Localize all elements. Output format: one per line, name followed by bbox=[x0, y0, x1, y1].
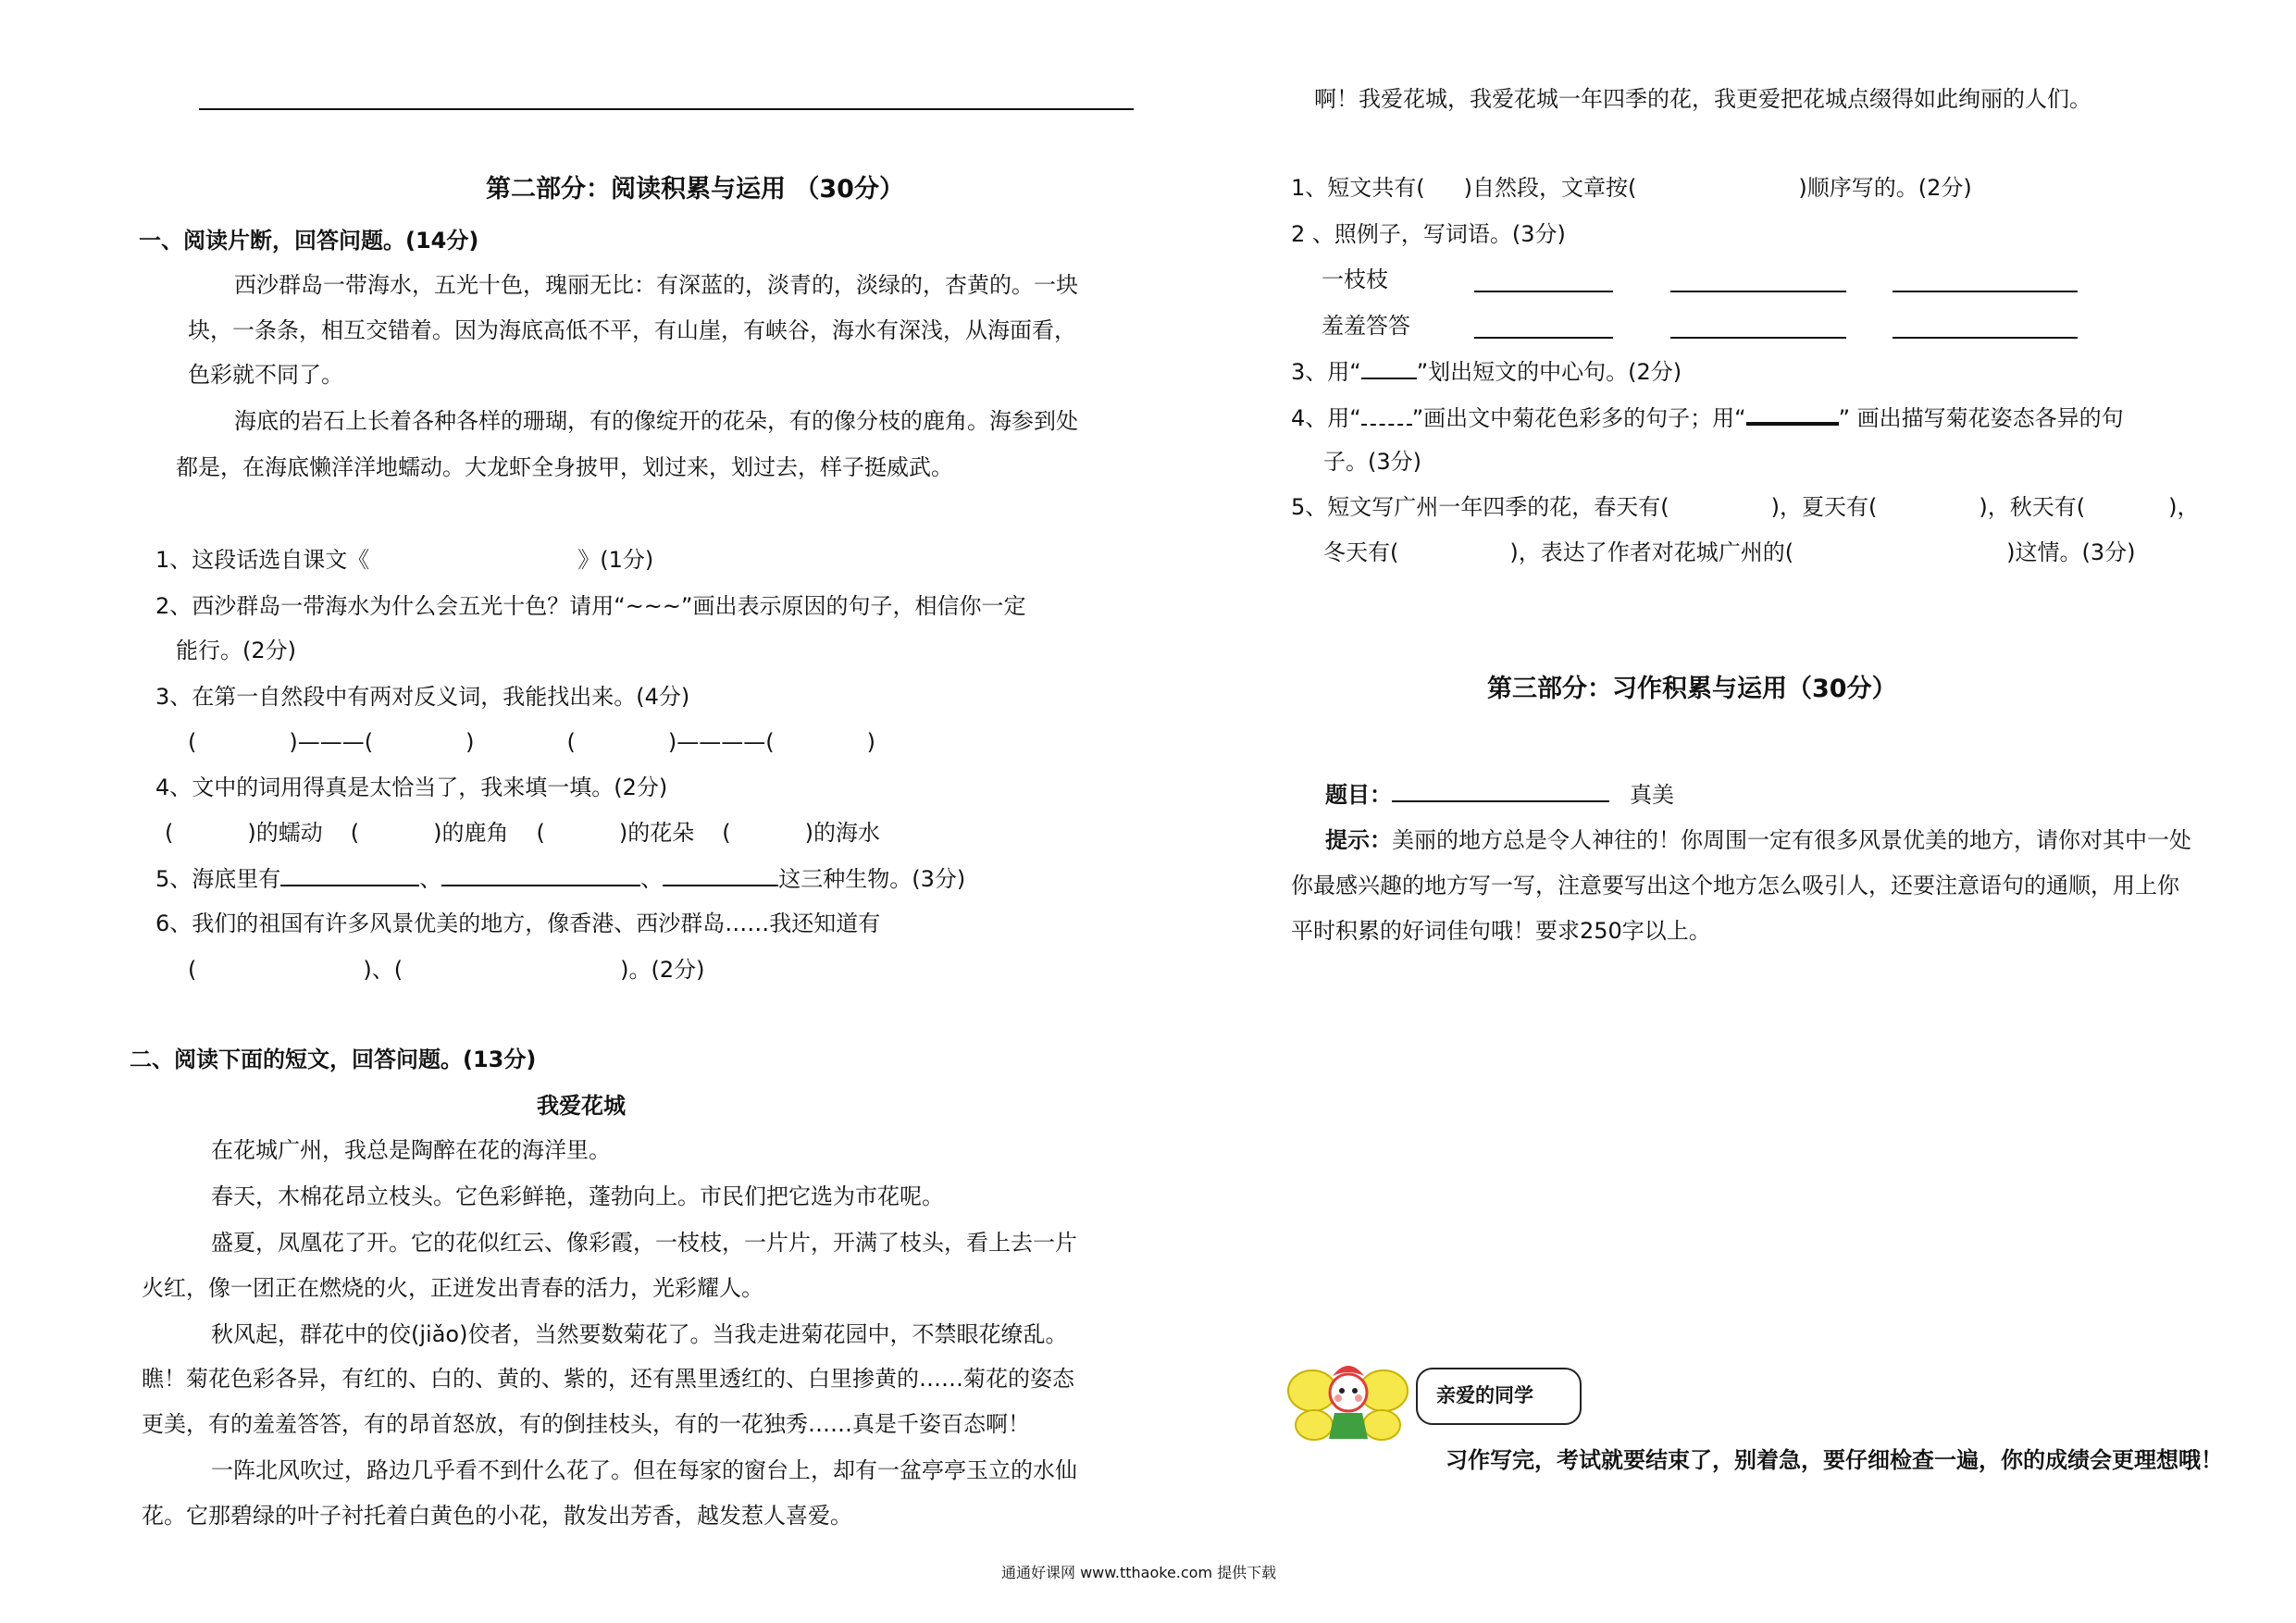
text: 3、用“ bbox=[1291, 359, 1361, 385]
paren: )、( bbox=[363, 957, 403, 983]
text: )这情。(3分) bbox=[2006, 539, 2136, 565]
question-3-answer-blanks[interactable] bbox=[188, 728, 875, 756]
answer-blank[interactable] bbox=[663, 864, 778, 886]
answer-blank[interactable] bbox=[1893, 337, 2078, 339]
paren: ( bbox=[188, 729, 197, 755]
text: 1、短文共有( bbox=[1291, 175, 1425, 201]
footer-credit: 通通好课网 www.tthaoke.com 提供下载 bbox=[1001, 1564, 1277, 1581]
r-question-4 bbox=[1291, 402, 2124, 432]
passage1-line: 西沙群岛一带海水，五光十色，瑰丽无比：有深蓝的，淡青的，淡绿的，杏黄的。一块 bbox=[234, 272, 1078, 298]
text: )，秋天有( bbox=[1979, 494, 2086, 520]
hint-line: 平时积累的好词佳句哦！要求250字以上。 bbox=[1291, 918, 1711, 944]
r-question-5-cont bbox=[1323, 539, 2135, 566]
word: )的鹿角 bbox=[433, 820, 509, 846]
text: 4、用“ bbox=[1291, 405, 1361, 431]
underline-sample bbox=[1361, 357, 1417, 379]
paren: ( bbox=[722, 820, 731, 846]
part2-title: 第二部分：阅读积累与运用 （30分） bbox=[486, 175, 904, 204]
story-line: 火红，像一团正在燃烧的火，正迸发出青春的活力，光彩耀人。 bbox=[142, 1275, 763, 1301]
closing-note: 习作写完，考试就要结束了，别着急，要仔细检查一遍，你的成绩会更理想哦！ bbox=[1446, 1447, 2223, 1473]
answer-blank[interactable] bbox=[1474, 337, 1613, 339]
text: 5、短文写广州一年四季的花，春天有( bbox=[1291, 494, 1669, 520]
paren: )———( bbox=[289, 729, 374, 755]
part3-title: 第三部分：习作积累与运用（30分） bbox=[1487, 675, 1897, 703]
text: 冬天有( bbox=[1323, 539, 1399, 565]
text: )顺序写的。(2分) bbox=[1798, 175, 1972, 201]
story-line: 春天，木棉花昂立枝头。它色彩鲜艳，蓬勃向上。市民们把它选为市花呢。 bbox=[211, 1183, 944, 1209]
section2-title: 二、阅读下面的短文，回答问题。(13分) bbox=[130, 1047, 537, 1072]
text: ”画出文中菊花色彩多的句子；用“ bbox=[1411, 405, 1746, 431]
word: )的花朵 bbox=[618, 820, 695, 846]
hint-text: 美丽的地方总是令人神往的！你周围一定有很多风景优美的地方，请你对其中一处 bbox=[1392, 827, 2191, 853]
word: )的海水 bbox=[804, 820, 880, 846]
question-1 bbox=[155, 546, 653, 574]
question-1-score: 》(1分) bbox=[577, 547, 654, 573]
question-2-cont: 能行。(2分) bbox=[176, 638, 296, 663]
r-question-2: 2 、照例子，写词语。(3分) bbox=[1291, 221, 1566, 247]
r-question-2-example: 羞羞答答 bbox=[1322, 313, 1410, 339]
story-line: 啊！我爱花城，我爱花城一年四季的花，我更爱把花城点缀得如此绚丽的人们。 bbox=[1314, 86, 2091, 112]
paren: ( bbox=[566, 729, 576, 755]
topic-blank[interactable] bbox=[1392, 780, 1609, 802]
hint-line: 你最感兴趣的地方写一写，注意要写出这个地方怎么吸引人，还要注意语句的通顺，用上你 bbox=[1291, 873, 2179, 898]
hint-line bbox=[1325, 826, 2191, 854]
story-line: 秋风起，群花中的佼(jiǎo)佼者，当然要数菊花了。当我走进菊花园中，不禁眼花缭乱。 bbox=[211, 1321, 1068, 1347]
question-5-score: 这三种生物。(3分) bbox=[778, 866, 966, 892]
topic-suffix: 真美 bbox=[1630, 782, 1674, 808]
passage2-line: 海底的岩石上长着各种各样的珊瑚，有的像绽开的花朵，有的像分枝的鹿角。海参到处 bbox=[234, 408, 1078, 434]
topic-label: 题目： bbox=[1325, 782, 1392, 808]
paren: ) bbox=[866, 729, 875, 755]
r-question-2-example: 一枝枝 bbox=[1322, 266, 1388, 292]
answer-blank[interactable] bbox=[1670, 337, 1846, 339]
answer-blank[interactable] bbox=[280, 864, 419, 886]
story-line: 盛夏，凤凰花了开。它的花似红云、像彩霞，一枝枝，一片片，开满了枝头，看上去一片 bbox=[211, 1230, 1077, 1256]
paren: ( bbox=[188, 957, 197, 983]
question-6-answer-blanks[interactable] bbox=[188, 956, 704, 984]
story-line: 花。它那碧绿的叶子衬托着白黄色的小花，散发出芳香，越发惹人喜爱。 bbox=[142, 1503, 852, 1529]
hint-label: 提示： bbox=[1325, 827, 1392, 853]
r-question-4-cont: 子。(3分) bbox=[1323, 449, 1421, 475]
sep: 、 bbox=[640, 866, 664, 892]
paren: ( bbox=[536, 820, 545, 846]
question-4-answer-blanks[interactable] bbox=[165, 819, 880, 847]
sep: 、 bbox=[419, 866, 442, 892]
answer-blank[interactable] bbox=[1474, 291, 1613, 292]
r-question-5 bbox=[1291, 493, 2199, 521]
passage2-line: 都是，在海底懒洋洋地蠕动。大龙虾全身披甲，划过来，划过去，样子挺威武。 bbox=[176, 454, 953, 480]
butterfly-mascot-icon bbox=[1286, 1356, 1411, 1448]
underline-sample bbox=[1361, 403, 1412, 426]
r-question-1 bbox=[1291, 174, 1972, 202]
story-line: 在花城广州，我总是陶醉在花的海洋里。 bbox=[211, 1137, 611, 1163]
paren: ) bbox=[465, 729, 475, 755]
paren: )————( bbox=[667, 729, 775, 755]
answer-blank[interactable] bbox=[1670, 291, 1846, 292]
paren: ( bbox=[350, 820, 360, 846]
question-5-text: 5、海底里有 bbox=[155, 866, 281, 892]
paren: ( bbox=[165, 820, 174, 846]
question-3: 3、在第一自然段中有两对反义词，我能找出来。(4分) bbox=[155, 684, 690, 710]
word: )的蠕动 bbox=[247, 820, 323, 846]
answer-blank[interactable] bbox=[441, 864, 640, 886]
story-line: 一阵北风吹过，路边几乎看不到什么花了。但在每家的窗台上，却有一盆亭亭玉立的水仙 bbox=[211, 1457, 1077, 1483]
passage1-line: 色彩就不同了。 bbox=[188, 362, 343, 388]
passage1-line: 块，一条条，相互交错着。因为海底高低不平，有山崖，有峡谷，海水有深浅，从海面看， bbox=[188, 317, 1076, 343]
essay-topic bbox=[1325, 780, 1674, 809]
answer-blank[interactable] bbox=[1893, 291, 2078, 292]
question-6: 6、我们的祖国有许多风景优美的地方，像香港、西沙群岛……我还知道有 bbox=[155, 911, 881, 936]
bubble-text: 亲爱的同学 bbox=[1436, 1384, 1533, 1406]
text: )，夏天有( bbox=[1770, 494, 1878, 520]
text: ”划出短文的中心句。(2分) bbox=[1416, 359, 1682, 385]
story-line: 瞧！菊花色彩各异，有红的、白的、黄的、紫的，还有黑里透红的、白里掺黄的……菊花的姿态 bbox=[142, 1366, 1074, 1392]
question-1-text: 1、这段话选自课文《 bbox=[155, 547, 370, 573]
question-2: 2、西沙群岛一带海水为什么会五光十色？请用“~~~”画出表示原因的句子，相信你一定 bbox=[155, 593, 1026, 619]
text: )，表达了作者对花城广州的( bbox=[1509, 539, 1794, 565]
section1-title: 一、阅读片断，回答问题。(14分) bbox=[139, 228, 479, 254]
story-title: 我爱花城 bbox=[537, 1093, 626, 1119]
text: ” 画出描写菊花姿态各异的句 bbox=[1838, 405, 2124, 431]
question-5 bbox=[155, 864, 965, 893]
story-line: 更美，有的羞羞答答，有的昂首怒放，有的倒挂枝头，有的一花独秀……真是千姿百态啊！ bbox=[142, 1411, 1030, 1437]
paren: )。(2分) bbox=[620, 957, 705, 983]
text: )自然段，文章按( bbox=[1463, 175, 1637, 201]
r-question-3 bbox=[1291, 357, 1682, 386]
question-4: 4、文中的词用得真是太恰当了，我来填一填。(2分) bbox=[155, 774, 668, 800]
text: )， bbox=[2168, 494, 2200, 520]
top-rule bbox=[199, 108, 1134, 110]
speech-bubble bbox=[1416, 1368, 1582, 1425]
underline-sample bbox=[1746, 402, 1839, 426]
